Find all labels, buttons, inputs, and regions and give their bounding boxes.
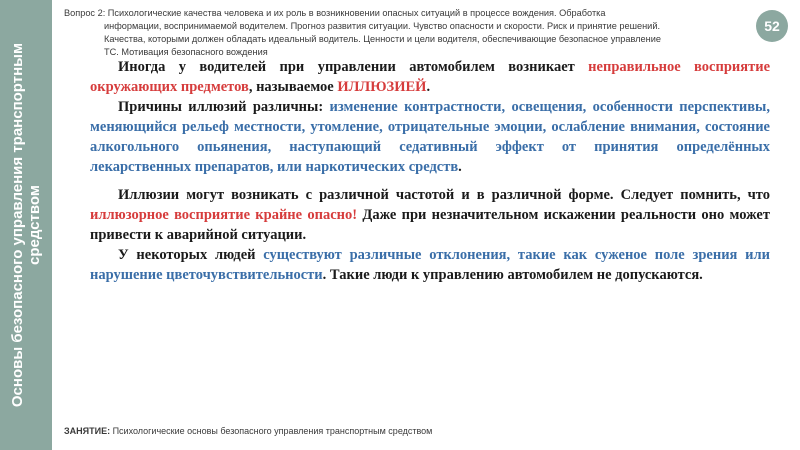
paragraph-illusion-causes xyxy=(90,97,770,177)
text-run: . xyxy=(426,79,431,95)
text-run: Даже при незначительном искажении реальности оно может привести к аварийной ситуации. xyxy=(90,207,770,243)
sidebar-title: Основы безопасного управления транспортным средством xyxy=(9,42,43,408)
question-header xyxy=(64,7,764,59)
text-run: Причины иллюзий различны: xyxy=(118,99,330,115)
highlight-blue: существуют различные отклонения, такие как суженое поле зрения или нарушение цветочувствительности xyxy=(90,247,771,283)
text-run: . Такие люди к управлению автомобилем не допускаются. xyxy=(322,267,703,283)
question-header-line: ТС. Мотивация безопасного вождения xyxy=(104,47,268,57)
text-run: Иногда у водителей при управлении автомобилем возникает xyxy=(118,59,589,75)
text-run: Иллюзии могут возникать с различной частотой и в различной форме. Следует помнить, что xyxy=(118,187,770,203)
paragraph-illusion-definition xyxy=(90,57,770,97)
lesson-footer xyxy=(64,425,764,437)
slide-number-badge: 52 xyxy=(756,10,788,42)
text-run: , называемое xyxy=(248,79,338,95)
question-header-line: информации, воспринимаемой водителем. Прогноз развития ситуации. Чувство опасности и скорости. Риск и принятие решений. xyxy=(104,21,660,31)
slide-body xyxy=(90,57,770,285)
question-header-line: Вопрос 2: Психологические качества человека и их роль в возникновении опасных ситуаций в процессе вождения. Обработка xyxy=(64,8,606,18)
slide xyxy=(52,0,800,450)
text-run: . xyxy=(458,159,462,175)
footer-label: ЗАНЯТИЕ: xyxy=(64,426,111,436)
footer-text: Психологические основы безопасного управления транспортным средством xyxy=(110,426,433,436)
highlight-red: ИЛЛЮЗИЕЙ xyxy=(337,79,427,95)
question-header-line: Качества, которыми должен обладать идеальный водитель. Ценности и цели водителя, обеспечивающие безопасное управление xyxy=(104,34,661,44)
text-run: У некоторых людей xyxy=(118,247,264,263)
paragraph-illusion-danger xyxy=(90,185,770,245)
paragraph-deviations xyxy=(90,245,770,285)
highlight-blue: изменение контрастности, освещения, особенности перспективы, меняющийся рельеф местности, утомление, отрицательные эмоции, ослабление внимания, состояние алкогольного опьянения, наступающий седативный эффект от принятия определённых лекарственных препаратов, или наркотических средств xyxy=(90,99,770,175)
sidebar xyxy=(0,0,52,450)
highlight-red: неправильное восприятие окружающих предметов xyxy=(90,59,771,95)
highlight-red: иллюзорное восприятие крайне опасно! xyxy=(90,207,358,223)
